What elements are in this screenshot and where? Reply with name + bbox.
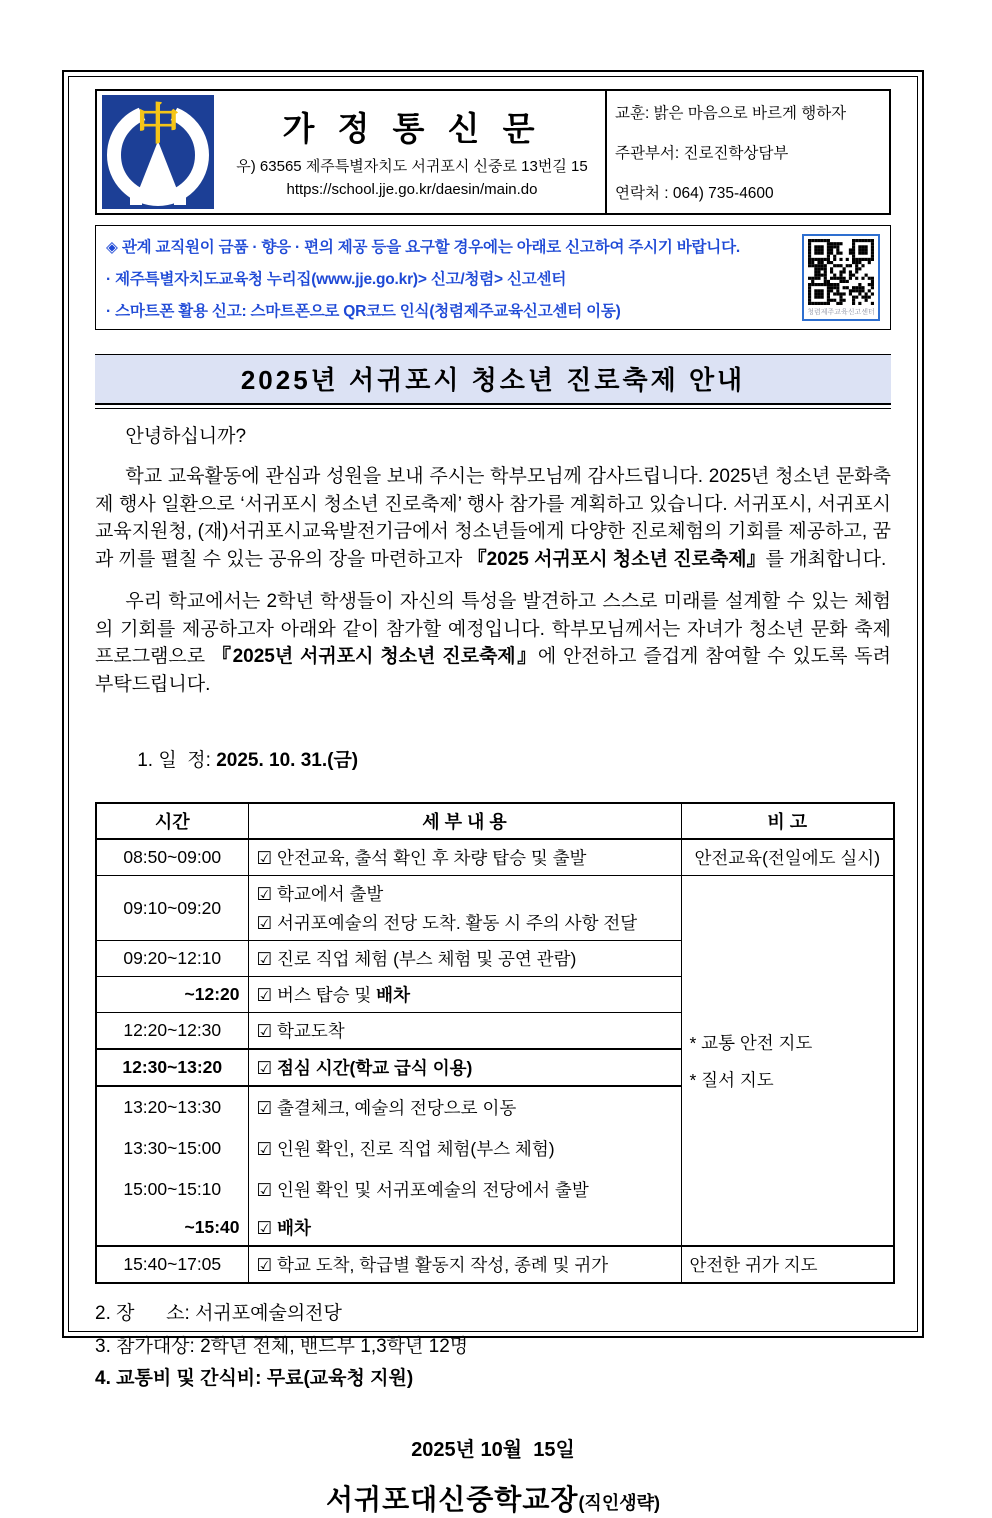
time-cell: 13:30~15:00: [96, 1128, 248, 1169]
greeting: 안녕하십니까?: [125, 426, 247, 447]
time-cell: 15:40~17:05: [96, 1246, 248, 1283]
schedule-heading-label: 1. 일 정:: [137, 750, 217, 772]
schedule-row: [96, 1246, 894, 1283]
school-url: https://school.jje.go.kr/daesin/main.do: [286, 180, 538, 198]
school-logo-icon: [102, 95, 214, 209]
signature: [95, 1478, 891, 1518]
time-cell: 12:30~13:20: [96, 1049, 248, 1086]
contact-number: 연락처 : 064) 735-4600: [615, 185, 774, 202]
remark-cell: 안전교육(전일에도 실시): [681, 839, 894, 876]
qr-code-icon: [808, 239, 874, 305]
report-notice-line-2: · 제주특별자치도교육청 누리집(www.jje.go.kr)> 신고/청렴> 신고센터: [106, 270, 567, 288]
report-notice-line-3: · 스마트폰 활용 신고: 스마트폰으로 QR코드 인식(청렴제주교육신고센터 이동): [106, 302, 621, 320]
detail-item-4: 4. 교통비 및 간식비: 무료(교육청 지원): [95, 1367, 414, 1389]
schedule-table: [95, 802, 895, 1284]
school-motto: 교훈: 밝은 마음으로 바르게 행하자: [615, 105, 847, 122]
page-title: 가 정 통 신 문: [282, 110, 542, 147]
detail-item-3: 3. 참가대상: 2학년 전체, 밴드부 1,3학년 12명: [95, 1335, 469, 1357]
detail-cell: ☑ 인원 확인 및 서귀포예술의 전당에서 출발: [248, 1169, 681, 1210]
detail-cell: ☑ 버스 탑승 및 배차: [248, 977, 681, 1013]
page-frame: [62, 70, 924, 1516]
detail-cell: ☑ 학교에서 출발 ☑ 서귀포예술의 전당 도착. 활동 시 주의 사항 전달: [248, 876, 681, 941]
schedule-row: [96, 876, 894, 941]
col-header-remark: 비 고: [681, 803, 894, 839]
time-cell: 15:00~15:10: [96, 1169, 248, 1210]
school-address: 우) 63565 제주특별자치도 서귀포시 신중로 13번길 15: [236, 158, 588, 175]
stamp-note: (직인생략): [578, 1493, 660, 1514]
banner-underline: [95, 408, 891, 409]
detail-cell: ☑ 학교도착: [248, 1013, 681, 1050]
remark-cell: * 교통 안전 지도 * 질서 지도: [681, 876, 894, 1247]
header-info: [605, 91, 889, 213]
principal-name: 서귀포대신중학교장: [326, 1484, 579, 1516]
detail-item-2: 2. 장 소: 서귀포예술의전당: [95, 1303, 342, 1325]
detail-cell: ☑ 학교 도착, 학급별 활동지 작성, 종례 및 귀가: [248, 1246, 681, 1283]
participation-paragraph: 우리 학교에서는 2학년 학생들이 자신의 특성을 발견하고 스스로 미래를 설계할 수 있는 체험의 기회를 제공하고자 아래와 같이 참가할 예정입니다. 학부모님께서는 자녀가 청소년 문화 축제 프로그램으로 『2025년 서귀포시 청소년 진로축제』에 안전하고 즐겁게 참여할 수 있도록 독려 부탁드립니다.: [95, 591, 891, 695]
details-list: [95, 1298, 891, 1395]
detail-cell: ☑ 배차: [248, 1210, 681, 1246]
managing-department: 주관부서: 진로진학상담부: [615, 145, 789, 162]
time-cell: 12:20~12:30: [96, 1013, 248, 1050]
issue-date: 2025년 10월 15일: [411, 1439, 575, 1462]
intro-paragraph: 학교 교육활동에 관심과 성원을 보내 주시는 학부모님께 감사드립니다. 2025년 청소년 문화축제 행사 일환으로 ‘서귀포시 청소년 진로축제’ 행사 참가를 계획하고 있습니다. 서귀포시, 서귀포시교육지원청, (재)서귀포시교육발전기금에서 청소년들에게 다양한 진로체험의 기회를 제공하고, 꿈과 끼를 펼칠 수 있는 공유의 장을 마련하고자 『2025 서귀포시 청소년 진로축제』를 개최합니다.: [95, 466, 891, 570]
schedule-heading: [95, 723, 891, 794]
notice-title: 2025년 서귀포시 청소년 진로축제 안내: [240, 365, 746, 395]
schedule-header-row: [96, 803, 894, 839]
time-cell: 13:20~13:30: [96, 1086, 248, 1128]
col-header-detail: 세 부 내 용: [248, 803, 681, 839]
report-notice-line-1: ◈ 관계 교직원이 금품 · 향응 · 편의 제공 등을 요구할 경우에는 아래로 신고하여 주시기 바랍니다.: [106, 238, 740, 256]
detail-cell: ☑ 안전교육, 출석 확인 후 차량 탑승 및 출발: [248, 839, 681, 876]
header: [95, 89, 891, 215]
notice-title-banner: [95, 354, 891, 405]
detail-cell: ☑ 출결체크, 예술의 전당으로 이동: [248, 1086, 681, 1128]
remark-cell: 안전한 귀가 지도: [681, 1246, 894, 1283]
time-cell: ~15:40: [96, 1210, 248, 1246]
schedule-row: [96, 839, 894, 876]
qr-code: [802, 234, 880, 321]
time-cell: ~12:20: [96, 977, 248, 1013]
time-cell: 09:10~09:20: [96, 876, 248, 941]
header-center: [219, 91, 605, 213]
detail-cell: ☑ 진로 직업 체험 (부스 체험 및 공연 관람): [248, 941, 681, 977]
corruption-report-notice: [95, 225, 891, 330]
svg-text:中: 中: [136, 100, 180, 149]
time-cell: 09:20~12:10: [96, 941, 248, 977]
qr-caption: 청렴제주교육신고센터: [807, 309, 875, 316]
report-notice-lines: [106, 235, 802, 321]
time-cell: 08:50~09:00: [96, 839, 248, 876]
school-logo: [97, 91, 219, 213]
schedule-date: 2025. 10. 31.(금): [216, 750, 359, 772]
page-frame-inner: [68, 76, 918, 1516]
col-header-time: 시간: [96, 803, 248, 839]
detail-cell: ☑ 인원 확인, 진로 직업 체험(부스 체험): [248, 1128, 681, 1169]
detail-cell: ☑ 점심 시간(학교 급식 이용): [248, 1049, 681, 1086]
